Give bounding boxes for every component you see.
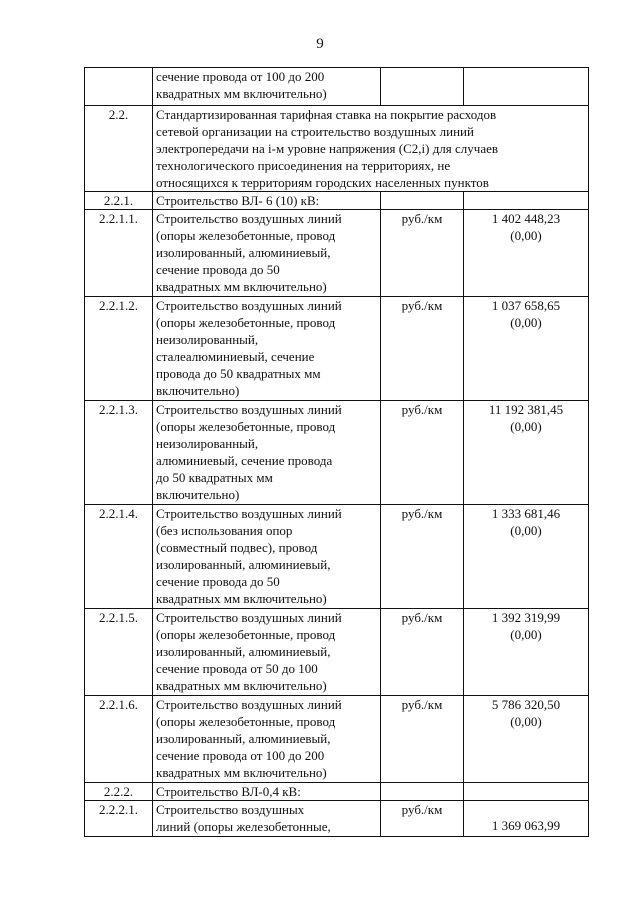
row-value xyxy=(464,210,589,297)
description-line: до 50 квадратных мм xyxy=(156,470,273,485)
table-row-section-header xyxy=(85,106,589,192)
row-description xyxy=(153,297,381,401)
section-line: сетевой организации на строительство воздушных линий xyxy=(156,124,474,139)
row-number: 2.2.1.6. xyxy=(85,696,153,783)
description-line: сталеалюминиевый, сечение xyxy=(156,349,315,364)
row-number: 2.2.1.3. xyxy=(85,401,153,505)
row-number: 2.2.1.4. xyxy=(85,505,153,609)
page-number: 9 xyxy=(316,36,324,52)
tariff-sub-value: (0,00) xyxy=(510,419,542,434)
row-description xyxy=(153,696,381,783)
row-number: 2.2.1.2. xyxy=(85,297,153,401)
tariff-sub-value: (0,00) xyxy=(510,627,542,642)
description-line: включительно) xyxy=(156,383,240,398)
subsection-title: Строительство ВЛ-0,4 кВ: xyxy=(153,783,381,801)
tariff-table xyxy=(84,67,589,837)
row-number-cell xyxy=(85,68,153,106)
section-line: технологического присоединения на территориях, не xyxy=(156,158,451,173)
description-line: (опоры железобетонные, провод xyxy=(156,714,336,729)
row-value xyxy=(464,505,589,609)
table-row-subsection xyxy=(85,192,589,210)
description-line: квадратных мм включительно) xyxy=(156,279,327,294)
subsection-number: 2.2.1. xyxy=(85,192,153,210)
description-line: алюминиевый, сечение провода xyxy=(156,453,333,468)
description-line: сечение провода до 50 xyxy=(156,574,280,589)
row-unit: руб./км xyxy=(381,297,464,401)
description-line: (совместный подвес), провод xyxy=(156,540,318,555)
row-unit-cell xyxy=(381,783,464,801)
row-number: 2.2.1.1. xyxy=(85,210,153,297)
section-line: относящихся к территориям городских населенных пунктов xyxy=(156,175,489,190)
description-line: квадратных мм включительно) xyxy=(156,765,327,780)
row-description xyxy=(153,210,381,297)
description-line: сечение провода от 100 до 200 xyxy=(156,69,325,84)
tariff-value: 5 786 320,50 xyxy=(491,697,561,712)
table-row xyxy=(85,505,589,609)
description-line: изолированный, алюминиевый, xyxy=(156,557,331,572)
description-line: квадратных мм включительно) xyxy=(156,591,327,606)
description-line: изолированный, алюминиевый, xyxy=(156,731,331,746)
table-row xyxy=(85,401,589,505)
description-line: (опоры железобетонные, провод xyxy=(156,419,336,434)
table-row-subsection xyxy=(85,783,589,801)
tariff-sub-value: (0,00) xyxy=(510,714,542,729)
row-unit: руб./км xyxy=(381,609,464,696)
description-line: Строительство воздушных линий xyxy=(156,211,342,226)
row-value-cell xyxy=(464,783,589,801)
description-line: сечение провода до 50 xyxy=(156,262,280,277)
description-line: квадратных мм включительно) xyxy=(156,86,327,101)
section-number: 2.2. xyxy=(85,106,153,192)
row-unit: руб./км xyxy=(381,401,464,505)
table-row xyxy=(85,210,589,297)
row-unit: руб./км xyxy=(381,210,464,297)
description-line: (без использования опор xyxy=(156,523,293,538)
description-line: сечение провода от 50 до 100 xyxy=(156,661,318,676)
description-line: линий (опоры железобетонные, xyxy=(156,819,331,834)
tariff-sub-value: (0,00) xyxy=(510,228,542,243)
row-value-cell xyxy=(464,68,589,106)
description-line: изолированный, алюминиевый, xyxy=(156,245,331,260)
table-row xyxy=(85,609,589,696)
row-description xyxy=(153,401,381,505)
description-line: включительно) xyxy=(156,487,240,502)
description-line: сечение провода от 100 до 200 xyxy=(156,748,325,763)
section-description xyxy=(153,106,589,192)
subsection-title: Строительство ВЛ- 6 (10) кВ: xyxy=(153,192,381,210)
subsection-number: 2.2.2. xyxy=(85,783,153,801)
tariff-value: 1 333 681,46 xyxy=(491,506,561,521)
row-value xyxy=(464,696,589,783)
row-description xyxy=(153,609,381,696)
row-number: 2.2.2.1. xyxy=(85,801,153,837)
description-line: неизолированный, xyxy=(156,436,259,451)
description-line: Строительство воздушных линий xyxy=(156,610,342,625)
row-number: 2.2.1.5. xyxy=(85,609,153,696)
row-description xyxy=(153,505,381,609)
row-value xyxy=(464,609,589,696)
description-line: Строительство воздушных линий xyxy=(156,298,342,313)
row-unit: руб./км xyxy=(381,801,464,837)
row-value xyxy=(464,801,589,837)
tariff-sub-value: (0,00) xyxy=(510,315,542,330)
description-line: Строительство воздушных xyxy=(156,802,305,817)
description-line: Строительство воздушных линий xyxy=(156,402,342,417)
description-line: изолированный, алюминиевый, xyxy=(156,644,331,659)
tariff-value: 1 392 319,99 xyxy=(491,610,561,625)
description-line: квадратных мм включительно) xyxy=(156,678,327,693)
row-value xyxy=(464,401,589,505)
table-row-continuation xyxy=(85,68,589,106)
tariff-sub-value: (0,00) xyxy=(510,523,542,538)
row-description-cell xyxy=(153,68,381,106)
row-value xyxy=(464,297,589,401)
description-line: Строительство воздушных линий xyxy=(156,506,342,521)
tariff-value: 11 192 381,45 xyxy=(488,402,564,417)
row-unit: руб./км xyxy=(381,505,464,609)
description-line: (опоры железобетонные, провод xyxy=(156,228,336,243)
row-unit-cell xyxy=(381,68,464,106)
section-line: Стандартизированная тарифная ставка на покрытие расходов xyxy=(156,107,497,122)
tariff-value: 1 402 448,23 xyxy=(491,211,561,226)
description-line: неизолированный, xyxy=(156,332,259,347)
tariff-value: 1 369 063,99 xyxy=(491,818,561,833)
row-unit-cell xyxy=(381,192,464,210)
description-line: (опоры железобетонные, провод xyxy=(156,627,336,642)
description-line: (опоры железобетонные, провод xyxy=(156,315,336,330)
description-line: провода до 50 квадратных мм xyxy=(156,366,321,381)
row-value-cell xyxy=(464,192,589,210)
tariff-value: 1 037 658,65 xyxy=(491,298,561,313)
table-row xyxy=(85,801,589,837)
row-unit: руб./км xyxy=(381,696,464,783)
table-row xyxy=(85,297,589,401)
row-description xyxy=(153,801,381,837)
description-line: Строительство воздушных линий xyxy=(156,697,342,712)
table-row xyxy=(85,696,589,783)
section-line: электропередачи на i-м уровне напряжения (C2,i) для случаев xyxy=(156,141,498,156)
